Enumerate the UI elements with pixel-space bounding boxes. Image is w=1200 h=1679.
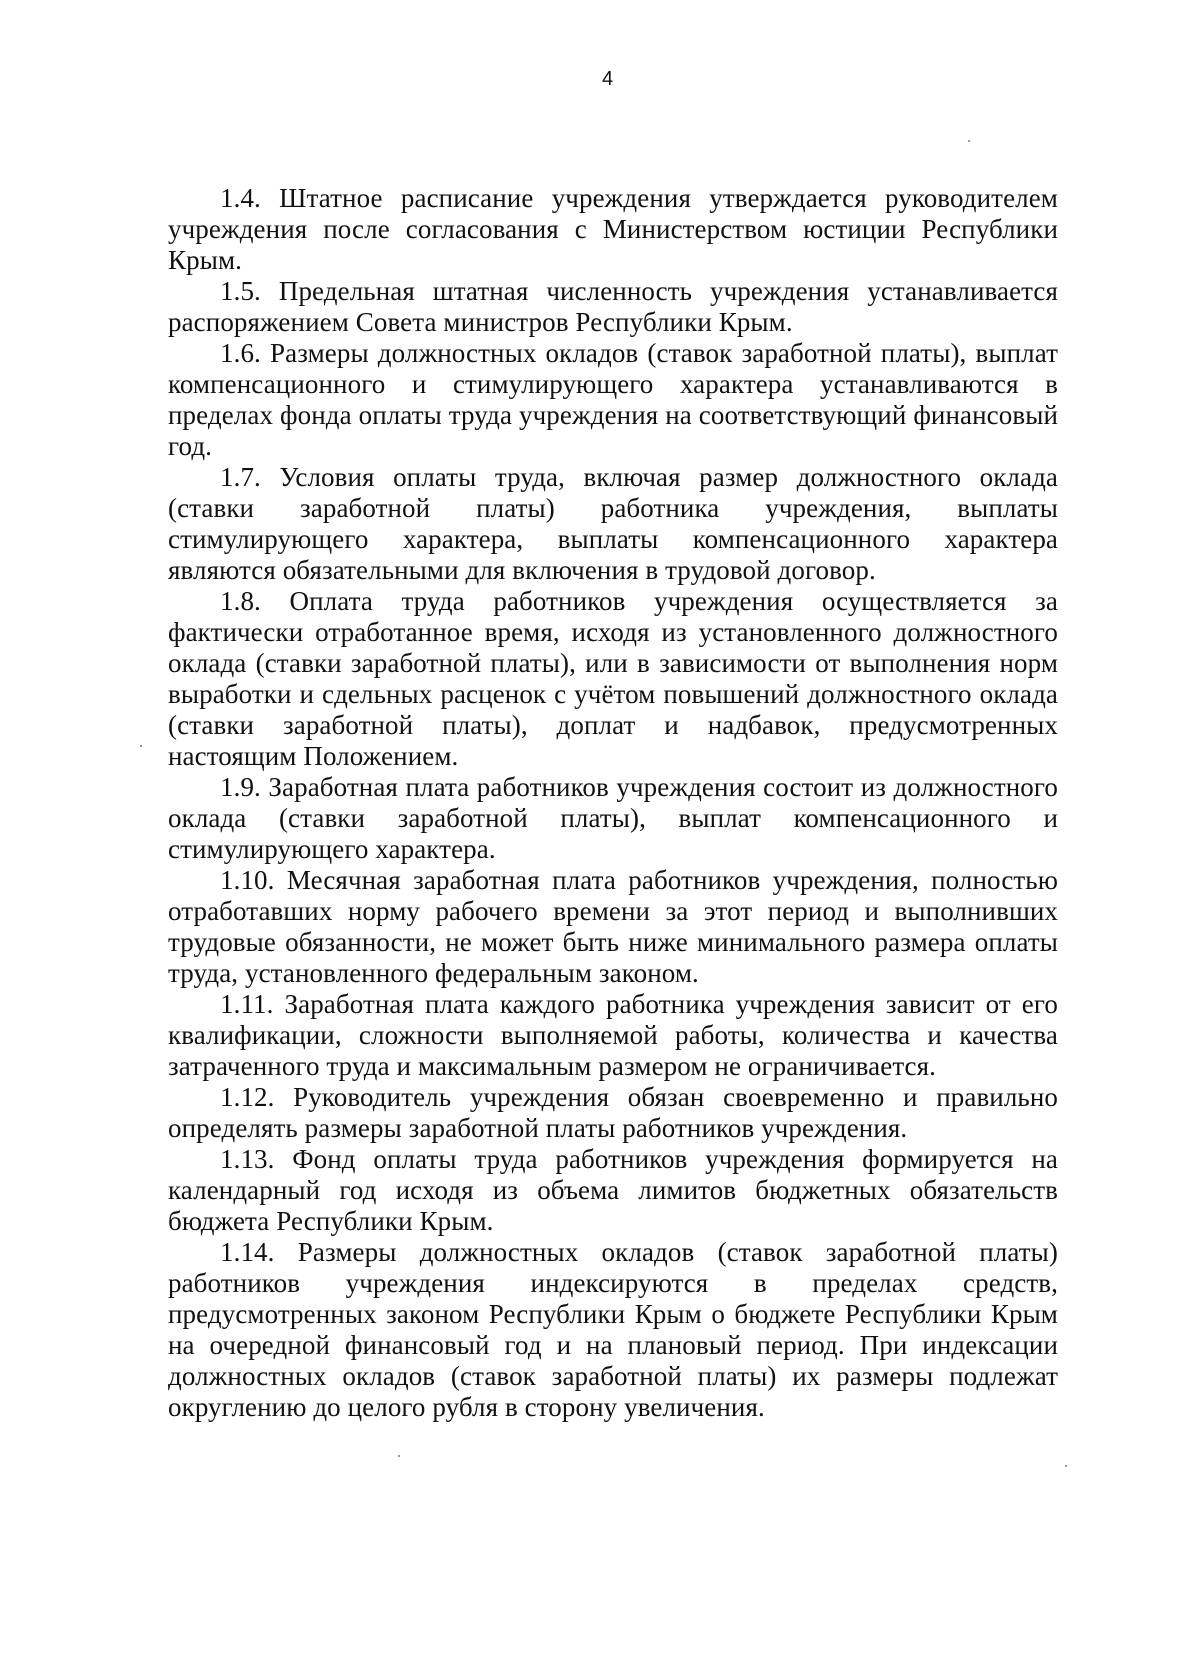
paragraph-1-10: 1.10. Месячная заработная плата работников учреждения, полностью отработавших норму рабочего времени за этот период и выполнивших трудовые обязанности, не может быть ниже минимального размера оплаты труда, установленного федеральным законом. <box>168 865 1058 988</box>
scan-speck <box>398 1455 400 1457</box>
paragraph-1-5: 1.5. Предельная штатная численность учреждения устанавливается распоряжением Совета министров Республики Крым. <box>168 276 1058 337</box>
paragraph-1-9: 1.9. Заработная плата работников учреждения состоит из должностного оклада (ставки заработной платы), выплат компенсационного и стимулирующего характера. <box>168 772 1058 864</box>
paragraph-1-13: 1.13. Фонд оплаты труда работников учреждения формируется на календарный год исходя из объема лимитов бюджетных обязательств бюджета Республики Крым. <box>168 1144 1058 1236</box>
scan-speck <box>968 140 970 142</box>
paragraph-1-8: 1.8. Оплата труда работников учреждения осуществляется за фактически отработанное время, исходя из установленного должностного оклада (ставки заработной платы), или в зависимости от выполнения норм выработки и сдельных расценок с учётом повышений должностного оклада (ставки заработной платы), доплат и надбавок, предусмотренных настоящим Положением. <box>168 586 1058 771</box>
paragraph-1-12: 1.12. Руководитель учреждения обязан своевременно и правильно определять размеры заработной платы работников учреждения. <box>168 1082 1058 1143</box>
paragraph-1-14: 1.14. Размеры должностных окладов (ставок заработной платы) работников учреждения индексируются в пределах средств, предусмотренных законом Республики Крым о бюджете Республики Крым на очередной финансовый год и на плановый период. При индексации должностных окладов (ставок заработной платы) их размеры подлежат округлению до целого рубля в сторону увеличения. <box>168 1237 1058 1422</box>
page-number: 4 <box>601 68 614 90</box>
paragraph-1-7: 1.7. Условия оплаты труда, включая размер должностного оклада (ставки заработной платы) работника учреждения, выплаты стимулирующего характера, выплаты компенсационного характера являются обязательными для включения в трудовой договор. <box>168 462 1058 585</box>
paragraph-1-4: 1.4. Штатное расписание учреждения утверждается руководителем учреждения после согласования с Министерством юстиции Республики Крым. <box>168 183 1058 275</box>
paragraph-1-11: 1.11. Заработная плата каждого работника учреждения зависит от его квалификации, сложности выполняемой работы, количества и качества затраченного труда и максимальным размером не ограничивается. <box>168 989 1058 1081</box>
scan-speck <box>140 745 142 747</box>
scan-speck <box>1065 1465 1067 1467</box>
document-body <box>168 183 1058 1423</box>
paragraph-1-6: 1.6. Размеры должностных окладов (ставок заработной платы), выплат компенсационного и стимулирующего характера устанавливаются в пределах фонда оплаты труда учреждения на соответствующий финансовый год. <box>168 338 1058 461</box>
